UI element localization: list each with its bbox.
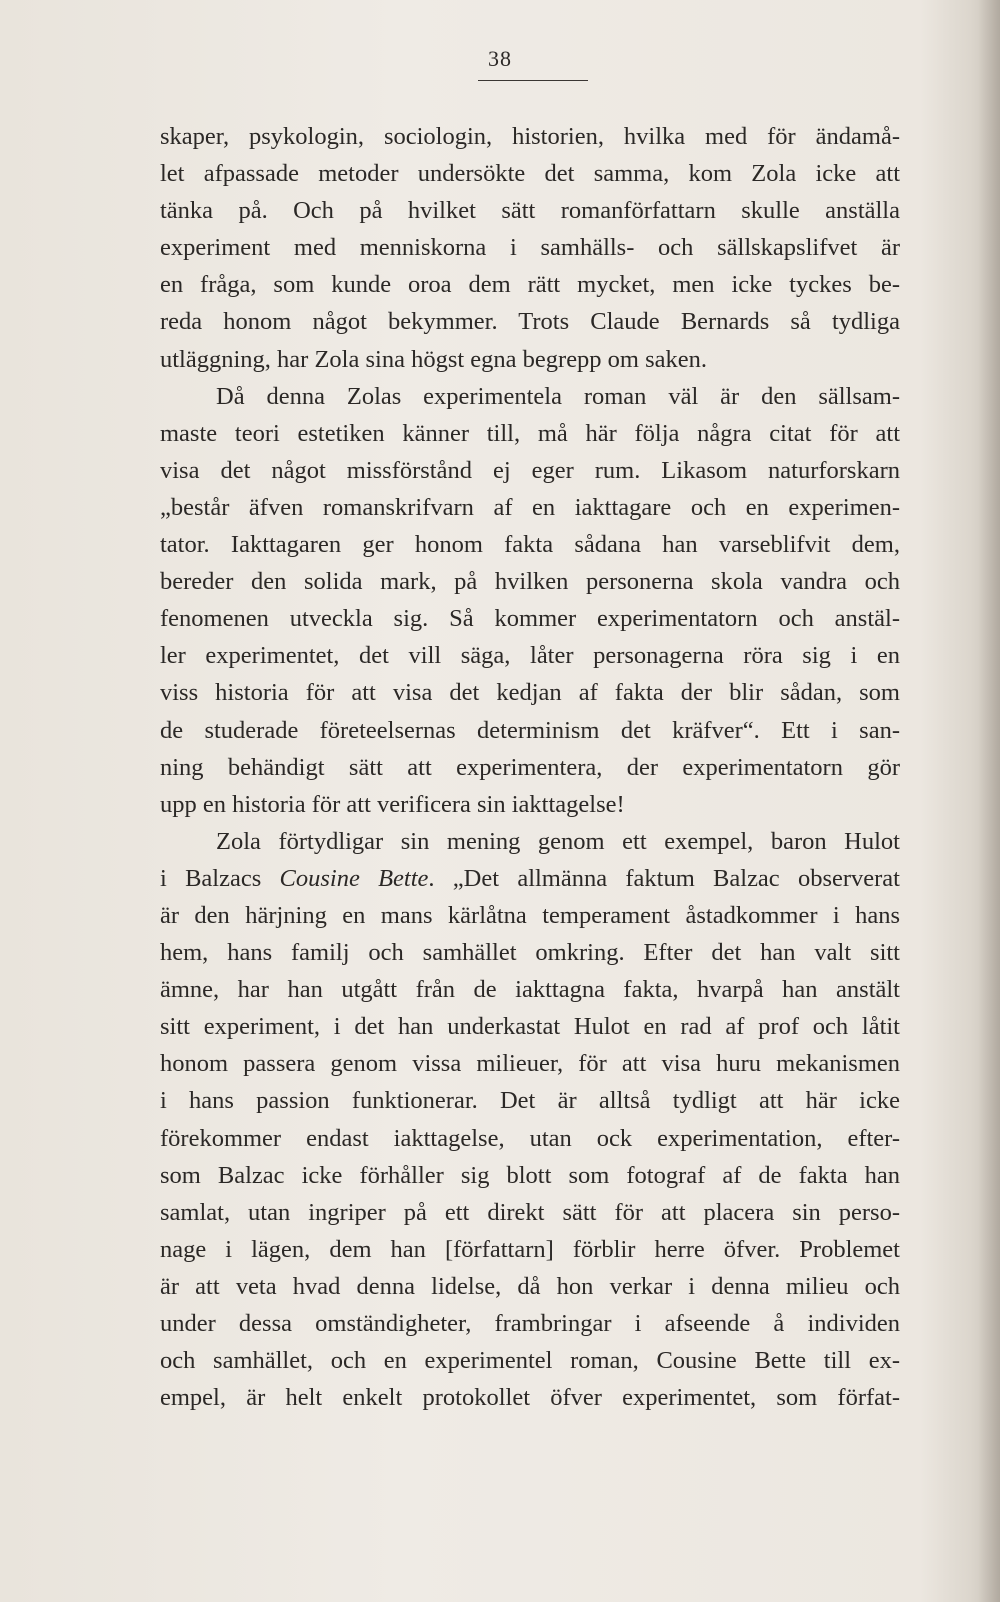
text-line: Då denna Zolas experimentela roman väl är den sällsam-	[216, 382, 900, 410]
text-line: är den härjning en mans kärlåtna temperament åstadkommer i hans	[160, 901, 900, 929]
text-line: förekommer endast iakttagelse, utan ock experimentation, efter-	[160, 1124, 900, 1152]
text-line: experiment med menniskorna i samhälls- och sällskapslifvet är	[160, 234, 900, 262]
text-line: tänka på. Och på hvilket sätt romanförfattarn skulle anställa	[160, 197, 900, 225]
text-line: Zola förtydligar sin mening genom ett exempel, baron Hulot	[216, 827, 900, 855]
text-line: som Balzac icke förhåller sig blott som fotograf af de fakta han	[160, 1161, 900, 1189]
text-line: är att veta hvad denna lidelse, då hon verkar i denna milieu och	[160, 1272, 900, 1300]
text-line: viss historia för att visa det kedjan af fakta der blir sådan, som	[160, 679, 900, 707]
text-line: under dessa omständigheter, frambringar i afseende å individen	[160, 1310, 900, 1337]
text-line: fenomenen utveckla sig. Så kommer experimentatorn och anstäl-	[160, 605, 900, 633]
italic-title: Cousine Bette	[279, 864, 429, 892]
text-line: samlat, utan ingriper på ett direkt sätt för att placera sin perso-	[160, 1198, 900, 1226]
text-line: tator. Iakttagaren ger honom fakta sådana han varseblifvit dem,	[160, 531, 900, 559]
text-line: upp en historia för att verificera sin iakttagelse!	[160, 790, 625, 818]
text-line: nage i lägen, dem han [författarn] förblir herre öfver. Problemet	[160, 1235, 900, 1263]
text-line: utläggning, har Zola sina högst egna begrepp om saken.	[160, 345, 708, 373]
text-line: bereder den solida mark, på hvilken personerna skola vandra och	[160, 568, 900, 596]
text-line: hem, hans familj och samhället omkring. Efter det han valt sitt	[160, 939, 900, 967]
page-edge-shadow	[978, 0, 1000, 1602]
text-line: maste teori estetiken känner till, må här följa några citat för att	[160, 419, 900, 447]
text-line: en fråga, som kunde oroa dem rätt mycket, men icke tyckes be-	[160, 271, 900, 299]
text-line: sitt experiment, i det han underkastat Hulot en rad af prof och låtit	[160, 1013, 900, 1041]
text-line: ning behändigt sätt att experimentera, der experimentatorn gör	[160, 753, 900, 781]
text-line-with-title	[160, 860, 900, 897]
text-line: empel, är helt enkelt protokollet öfver experimentet, som förfat-	[160, 1384, 900, 1412]
text-line: och samhället, och en experimentel roman, Cousine Bette till ex-	[160, 1347, 900, 1375]
text-line: reda honom något bekymmer. Trots Claude Bernards så tydliga	[160, 308, 900, 336]
text-line: de studerade företeelsernas determinism det kräfver“. Ett i san-	[160, 716, 900, 744]
text-line: ler experimentet, det vill säga, låter personagerna röra sig i en	[160, 642, 900, 670]
text-line: honom passera genom vissa milieuer, för att visa huru mekanismen	[160, 1050, 900, 1078]
text-line: visa det något missförstånd ej eger rum. Likasom naturforskarn	[160, 456, 900, 484]
text-line: ämne, har han utgått från de iakttagna fakta, hvarpå han anstält	[160, 976, 900, 1004]
text-line: let afpassade metoder undersökte det samma, kom Zola icke att	[160, 160, 900, 188]
text-line: „består äfven romanskrifvarn af en iakttagare och en experimen-	[160, 493, 900, 521]
body-text	[160, 118, 900, 1416]
text-line: skaper, psykologin, sociologin, historien, hvilka med för ändamå-	[160, 123, 900, 150]
text-line: i hans passion funktionerar. Det är alltså tydligt att här icke	[160, 1087, 900, 1115]
page-number-rule	[478, 80, 588, 81]
text-fragment: . „Det allmänna faktum Balzac observerat	[428, 864, 900, 892]
text-fragment: i Balzacs	[160, 864, 280, 892]
page-number: 38	[488, 46, 512, 71]
